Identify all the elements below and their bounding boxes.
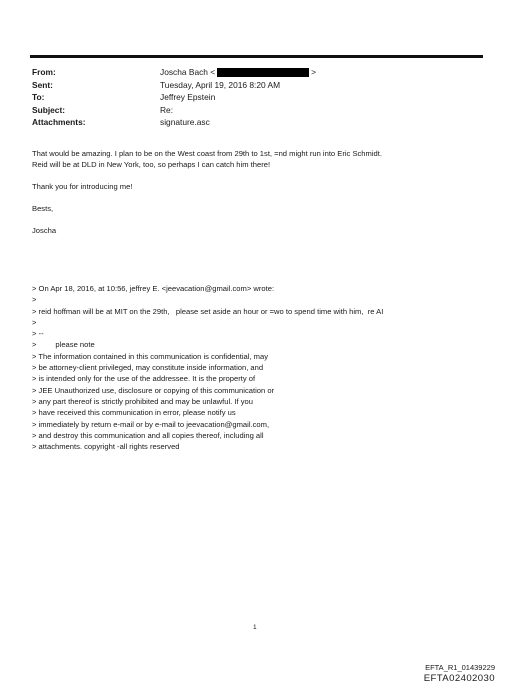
sent-value: Tuesday, April 19, 2016 8:20 AM [160, 79, 281, 90]
quote-line: > please note [32, 340, 95, 350]
quote-line: > On Apr 18, 2016, at 10:56, jeffrey E. <jeevacation@gmail.com> wrote: [32, 284, 275, 293]
page-number: 1 [253, 624, 257, 631]
from-label: From: [32, 67, 56, 78]
attachments-value: signature.asc [160, 117, 210, 128]
quote-line: > [32, 317, 37, 327]
from-value [160, 67, 316, 77]
sent-label: Sent: [32, 79, 53, 90]
email-header [32, 66, 482, 129]
header-from-row [32, 66, 482, 79]
signature: Joscha [32, 226, 57, 235]
body-line: Bests, [32, 204, 54, 213]
bates-number-small: EFTA_R1_01439229 [425, 663, 495, 672]
quote-line: > -- [32, 329, 44, 339]
to-value: Jeffrey Epstein [160, 92, 216, 103]
bates-number-large: EFTA02402030 [423, 673, 495, 684]
to-label: To: [32, 92, 45, 103]
body-line: That would be amazing. I plan to be on the West coast from 29th to 1st, =nd might run into Eric Schmidt. [32, 149, 382, 158]
quoted-message [32, 283, 484, 452]
email-body [32, 148, 484, 236]
quote-line: > [32, 295, 37, 305]
quote-line: > attachments. copyright -all rights reserved [32, 442, 180, 452]
quote-line: > The information contained in this communication is confidential, may [32, 351, 269, 361]
quote-line: > any part thereof is strictly prohibited and may be unlawful. If you [32, 396, 253, 406]
quote-line: > reid hoffman will be at MIT on the 29th, please set aside an hour or =wo to spend time with him, re AI [32, 306, 384, 316]
subject-label: Subject: [32, 104, 66, 115]
from-end: > [311, 67, 317, 78]
from-name: Joscha Bach < [160, 67, 216, 78]
quote-line: > immediately by return e-mail or by e-mail to jeevacation@gmail.com, [32, 419, 270, 429]
redaction-box [217, 68, 309, 77]
header-subject-row [32, 104, 482, 117]
quote-line: > be attorney-client privileged, may constitute inside information, and [32, 363, 264, 373]
quote-line: > and destroy this communication and all copies thereof, including all [32, 430, 264, 440]
header-attachments-row [32, 116, 482, 129]
attachments-label: Attachments: [32, 117, 86, 128]
quote-line: > JEE Unauthorized use, disclosure or copying of this communication or [32, 385, 275, 395]
header-rule [30, 55, 483, 58]
quote-line: > is intended only for the use of the addressee. It is the property of [32, 374, 256, 384]
subject-value: Re: [160, 104, 174, 115]
quote-line: > have received this communication in error, please notify us [32, 408, 236, 418]
header-to-row [32, 91, 482, 104]
body-line: Reid will be at DLD in New York, too, so perhaps I can catch him there! [32, 160, 271, 169]
body-line: Thank you for introducing me! [32, 182, 133, 191]
header-sent-row [32, 79, 482, 92]
